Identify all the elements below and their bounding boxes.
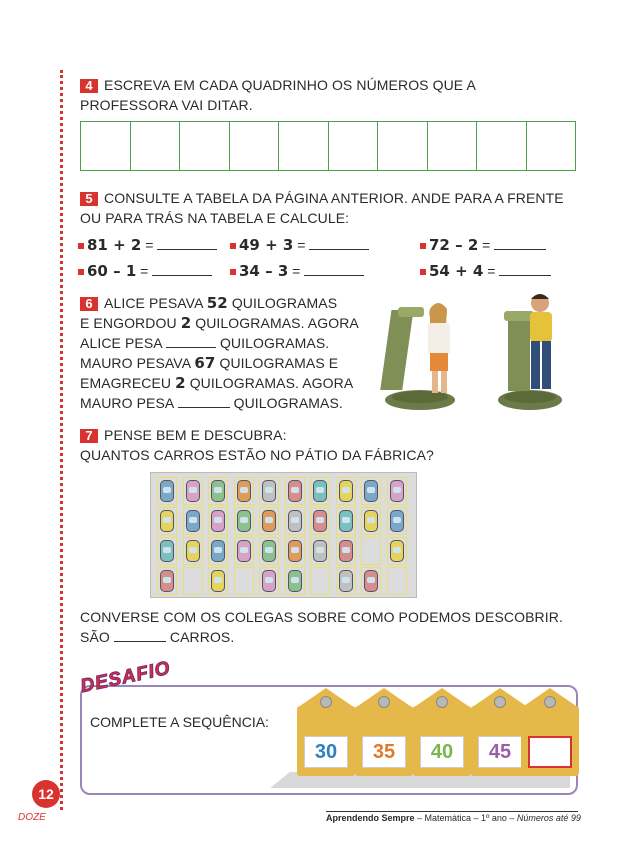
car	[186, 540, 200, 562]
page-word: DOZE	[18, 812, 46, 823]
calc-item: 60 – 1 =	[78, 262, 212, 280]
answer-blank[interactable]	[178, 407, 230, 408]
page-margin-dots	[60, 70, 63, 810]
car	[211, 480, 225, 502]
calc-item: 81 + 2 =	[78, 236, 217, 254]
question-6: 6 ALICE PESAVA 52 QUILOGRAMAS E ENGORDOU 2 QUILOGRAMAS. AGORA ALICE PESA QUILOGRAMAS. MAURO PESAVA 67 QUILOGRAMAS E EMAGRECEU 2 QUILOGRAMAS. AGORA MAURO PESA QUILOGRAMAS.	[80, 294, 359, 411]
question-number: 6	[80, 297, 98, 311]
parking-slot	[183, 567, 203, 595]
grid-cell[interactable]	[230, 122, 280, 170]
number-grid	[80, 121, 576, 171]
question-7-discussion: CONVERSE COM OS COLEGAS SOBRE COMO PODEMOS DESCOBRIR. SÃO CARROS.	[80, 609, 563, 645]
car	[364, 480, 378, 502]
parking-lot-image	[150, 472, 417, 598]
sequence-value: 30	[304, 736, 348, 768]
answer-blank[interactable]	[157, 249, 217, 250]
grid-cell[interactable]	[180, 122, 230, 170]
car	[390, 540, 404, 562]
calc-item: 49 + 3 =	[230, 236, 369, 254]
car	[339, 510, 353, 532]
question-4	[80, 75, 476, 115]
car	[262, 540, 276, 562]
grid-cell[interactable]	[527, 122, 576, 170]
answer-blank[interactable]	[152, 275, 212, 276]
car	[262, 480, 276, 502]
answer-blank[interactable]	[494, 249, 546, 250]
car	[211, 570, 225, 592]
car	[237, 510, 251, 532]
page-number: 12	[32, 780, 60, 808]
car	[313, 510, 327, 532]
parking-slot	[310, 567, 330, 595]
car	[288, 510, 302, 532]
car	[186, 480, 200, 502]
grid-cell[interactable]	[81, 122, 131, 170]
grid-cell[interactable]	[279, 122, 329, 170]
desafio-prompt: COMPLETE A SEQUÊNCIA:	[90, 714, 269, 730]
sequence-tag	[413, 688, 471, 776]
car	[237, 540, 251, 562]
grid-cell[interactable]	[329, 122, 379, 170]
sequence-tag	[355, 688, 413, 776]
car	[390, 480, 404, 502]
question-number: 5	[80, 192, 98, 206]
scales-illustration	[380, 285, 580, 420]
sequence-value: 35	[362, 736, 406, 768]
car	[339, 540, 353, 562]
question-text: ESCREVA EM CADA QUADRINHO OS NÚMEROS QUE A	[104, 77, 476, 93]
sequence-tag	[297, 688, 355, 776]
question-number: 4	[80, 79, 98, 93]
answer-blank[interactable]	[114, 641, 166, 642]
sequence-tag	[521, 688, 579, 776]
question-text: PROFESSORA VAI DITAR.	[80, 97, 253, 113]
car	[339, 480, 353, 502]
question-text: CONSULTE A TABELA DA PÁGINA ANTERIOR. ANDE PARA A FRENTE	[104, 190, 564, 206]
car	[186, 510, 200, 532]
car	[160, 480, 174, 502]
car	[211, 510, 225, 532]
car	[211, 540, 225, 562]
car	[288, 480, 302, 502]
parking-slot	[361, 537, 381, 565]
answer-blank[interactable]	[499, 275, 551, 276]
car	[364, 570, 378, 592]
car	[364, 510, 378, 532]
calc-item: 34 – 3 =	[230, 262, 364, 280]
question-5	[80, 188, 564, 228]
car	[313, 540, 327, 562]
desafio-title: DESAFIO	[78, 657, 173, 698]
sequence-value: 45	[478, 736, 522, 768]
footer-rule	[326, 811, 578, 812]
footer-credit: Aprendendo Sempre – Matemática – 1º ano – Números até 99	[326, 813, 581, 823]
grid-cell[interactable]	[131, 122, 181, 170]
grid-cell[interactable]	[378, 122, 428, 170]
question-number: 7	[80, 429, 98, 443]
car	[288, 540, 302, 562]
sequence-value: 40	[420, 736, 464, 768]
parking-slot	[387, 567, 407, 595]
calc-item: 72 – 2 =	[420, 236, 546, 254]
answer-blank[interactable]	[166, 347, 216, 348]
sequence-answer-box[interactable]	[528, 736, 572, 768]
answer-blank[interactable]	[304, 275, 364, 276]
question-7: 7 PENSE BEM E DESCUBRA: QUANTOS CARROS ESTÃO NO PÁTIO DA FÁBRICA?	[80, 427, 434, 463]
car	[313, 480, 327, 502]
calc-item: 54 + 4 =	[420, 262, 551, 280]
grid-cell[interactable]	[428, 122, 478, 170]
car	[237, 480, 251, 502]
answer-blank[interactable]	[309, 249, 369, 250]
car	[160, 510, 174, 532]
grid-cell[interactable]	[477, 122, 527, 170]
car	[160, 570, 174, 592]
car	[262, 570, 276, 592]
car	[339, 570, 353, 592]
car	[288, 570, 302, 592]
car	[160, 540, 174, 562]
car	[262, 510, 276, 532]
car	[390, 510, 404, 532]
question-text: OU PARA TRÁS NA TABELA E CALCULE:	[80, 210, 350, 226]
parking-slot	[234, 567, 254, 595]
